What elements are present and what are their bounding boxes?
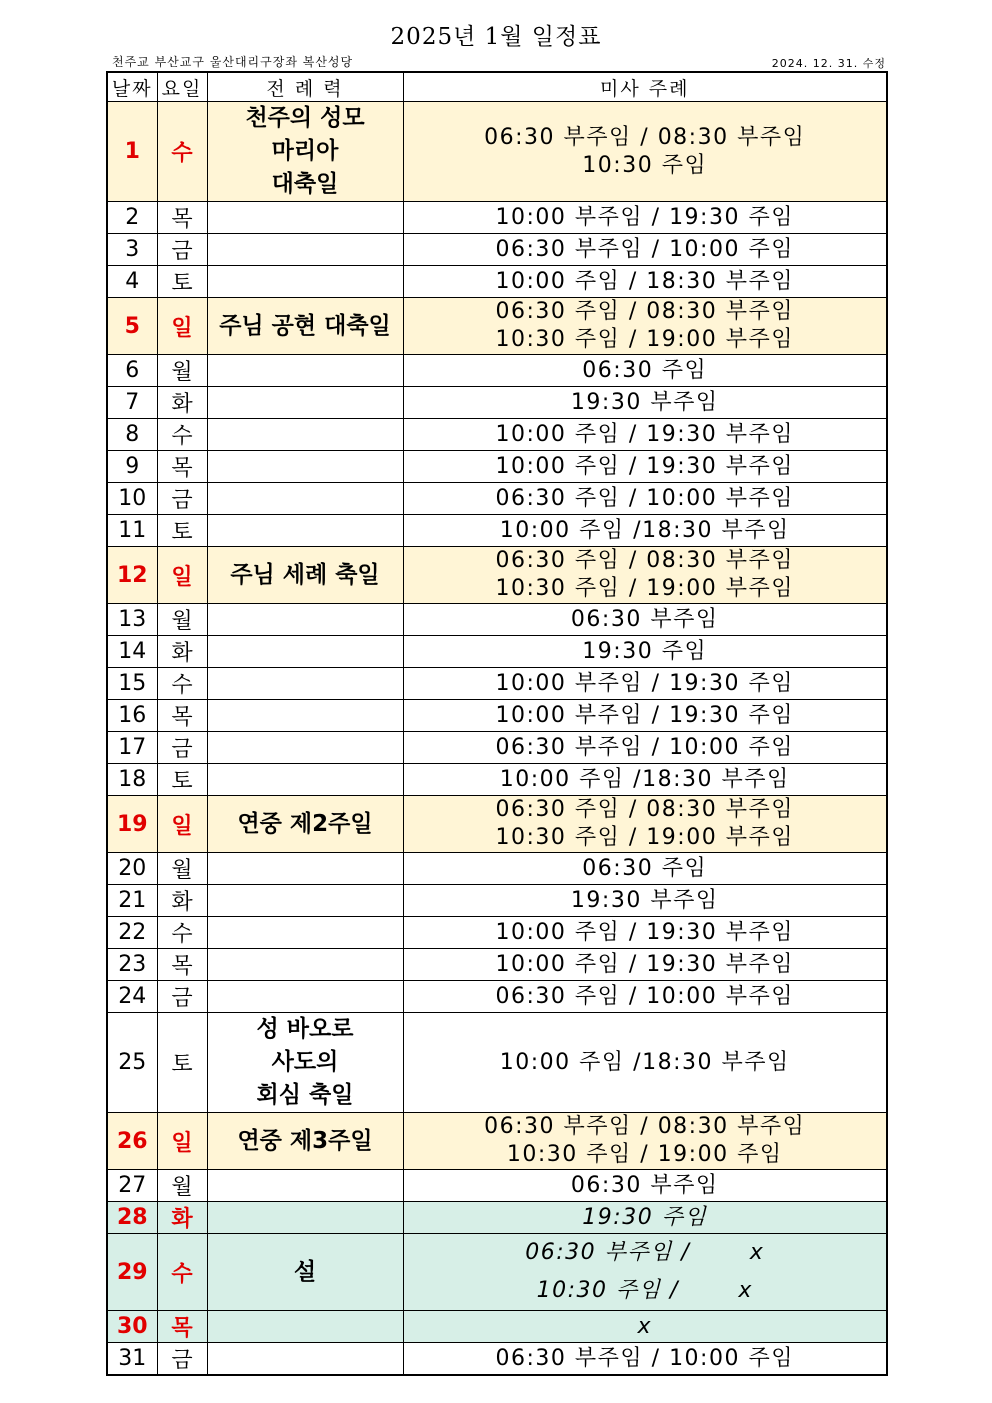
mass-cell <box>403 636 887 668</box>
mass-cell <box>403 202 887 234</box>
mass-line: 06:30 부주임 / 10:00 주임 <box>495 236 794 262</box>
mass-line: x <box>637 1313 653 1339</box>
weekday-cell: 목 <box>157 1311 207 1343</box>
weekday-cell: 토 <box>157 764 207 796</box>
liturgy-cell <box>207 419 403 451</box>
day-cell: 29 <box>107 1234 157 1311</box>
mass-line: 10:00 주임 / 19:30 부주임 <box>495 919 794 945</box>
table-row <box>107 419 887 451</box>
mass-cell <box>403 1311 887 1343</box>
mass-cell <box>403 917 887 949</box>
weekday-cell: 수 <box>157 1234 207 1311</box>
table-row <box>107 1013 887 1113</box>
header-mass: 미사 주례 <box>403 72 887 102</box>
mass-cell <box>403 1234 887 1311</box>
day-cell: 25 <box>107 1013 157 1113</box>
mass-line: 19:30 주임 <box>582 638 708 664</box>
weekday-cell: 금 <box>157 234 207 266</box>
liturgy-cell <box>207 885 403 917</box>
weekday-cell: 금 <box>157 981 207 1013</box>
day-cell: 5 <box>107 298 157 355</box>
mass-line: 10:00 부주임 / 19:30 주임 <box>495 204 794 230</box>
mass-cell <box>403 700 887 732</box>
day-cell: 8 <box>107 419 157 451</box>
liturgy-cell <box>207 234 403 266</box>
weekday-cell: 목 <box>157 451 207 483</box>
liturgy-cell <box>207 853 403 885</box>
mass-line: 06:30 주임 / 10:00 부주임 <box>495 485 794 511</box>
table-row <box>107 1202 887 1234</box>
liturgy-cell <box>207 1170 403 1202</box>
table-row <box>107 764 887 796</box>
liturgy-line: 주님 세례 축일 <box>230 561 380 588</box>
weekday-cell: 목 <box>157 949 207 981</box>
liturgy-cell <box>207 764 403 796</box>
header-row <box>107 72 887 102</box>
weekday-cell: 토 <box>157 515 207 547</box>
liturgy-cell <box>207 266 403 298</box>
mass-line: 06:30 주임 / 08:30 부주임 <box>495 299 794 324</box>
table-row <box>107 387 887 419</box>
table-row <box>107 102 887 202</box>
weekday-cell: 수 <box>157 668 207 700</box>
mass-line: 10:00 주임 / 18:30 부주임 <box>495 268 794 294</box>
mass-line: 06:30 주임 / 08:30 부주임 <box>495 548 794 573</box>
mass-line: 10:00 주임 / 19:30 부주임 <box>495 421 794 447</box>
mass-line: 06:30 주임 <box>582 855 708 881</box>
liturgy-cell <box>207 1013 403 1113</box>
mass-cell <box>403 266 887 298</box>
liturgy-line: 성 바오로 <box>256 1016 354 1042</box>
table-row <box>107 483 887 515</box>
revision-date: 2024. 12. 31. 수정 <box>771 57 886 70</box>
liturgy-cell <box>207 202 403 234</box>
day-cell: 17 <box>107 732 157 764</box>
weekday-cell: 화 <box>157 1202 207 1234</box>
day-cell: 11 <box>107 515 157 547</box>
day-cell: 31 <box>107 1343 157 1376</box>
mass-cell <box>403 1170 887 1202</box>
weekday-cell: 토 <box>157 266 207 298</box>
mass-line: 06:30 주임 / 08:30 부주임 <box>495 797 794 822</box>
liturgy-cell <box>207 604 403 636</box>
mass-line: 06:30 부주임 / x <box>525 1240 765 1265</box>
weekday-cell: 월 <box>157 1170 207 1202</box>
schedule-body <box>107 102 887 1376</box>
day-cell: 16 <box>107 700 157 732</box>
mass-cell <box>403 668 887 700</box>
table-row <box>107 885 887 917</box>
day-cell: 3 <box>107 234 157 266</box>
liturgy-line: 회심 축일 <box>256 1082 354 1108</box>
weekday-cell: 토 <box>157 1013 207 1113</box>
day-cell: 4 <box>107 266 157 298</box>
table-row <box>107 547 887 604</box>
mass-line: 10:00 주임 / 19:30 부주임 <box>495 951 794 977</box>
day-cell: 27 <box>107 1170 157 1202</box>
mass-cell <box>403 764 887 796</box>
day-cell: 26 <box>107 1113 157 1170</box>
mass-cell <box>403 298 887 355</box>
liturgy-cell <box>207 949 403 981</box>
liturgy-cell <box>207 1343 403 1376</box>
day-cell: 15 <box>107 668 157 700</box>
mass-line: 06:30 부주임 / 10:00 주임 <box>495 734 794 760</box>
table-row <box>107 668 887 700</box>
liturgy-line: 주님 공현 대축일 <box>219 312 391 339</box>
mass-cell <box>403 1202 887 1234</box>
weekday-cell: 일 <box>157 796 207 853</box>
day-cell: 22 <box>107 917 157 949</box>
liturgy-cell <box>207 636 403 668</box>
header-day: 날짜 <box>107 72 157 102</box>
weekday-cell: 금 <box>157 1343 207 1376</box>
mass-line: 10:30 주임 / 19:00 부주임 <box>495 327 794 352</box>
liturgy-cell <box>207 981 403 1013</box>
day-cell: 13 <box>107 604 157 636</box>
day-cell: 1 <box>107 102 157 202</box>
day-cell: 10 <box>107 483 157 515</box>
table-row <box>107 202 887 234</box>
mass-cell <box>403 1013 887 1113</box>
mass-cell <box>403 419 887 451</box>
mass-cell <box>403 102 887 202</box>
mass-line: 19:30 부주임 <box>570 887 719 913</box>
mass-line: 06:30 부주임 / 08:30 부주임 <box>484 124 806 150</box>
weekday-cell: 일 <box>157 1113 207 1170</box>
liturgy-cell <box>207 355 403 387</box>
liturgy-cell <box>207 483 403 515</box>
weekday-cell: 금 <box>157 732 207 764</box>
mass-cell <box>403 355 887 387</box>
weekday-cell: 일 <box>157 298 207 355</box>
header-weekday: 요일 <box>157 72 207 102</box>
liturgy-cell <box>207 700 403 732</box>
weekday-cell: 목 <box>157 202 207 234</box>
mass-line: 10:00 부주임 / 19:30 주임 <box>495 670 794 696</box>
day-cell: 21 <box>107 885 157 917</box>
mass-line: 10:30 주임 / 19:00 부주임 <box>495 576 794 601</box>
liturgy-line: 마리아 <box>271 138 339 164</box>
mass-line: 10:00 주임 /18:30 부주임 <box>499 517 790 543</box>
day-cell: 28 <box>107 1202 157 1234</box>
table-row <box>107 636 887 668</box>
day-cell: 30 <box>107 1311 157 1343</box>
mass-cell <box>403 853 887 885</box>
mass-cell <box>403 796 887 853</box>
liturgy-line: 연중 제3주일 <box>237 1127 373 1154</box>
day-cell: 19 <box>107 796 157 853</box>
day-cell: 6 <box>107 355 157 387</box>
liturgy-line: 대축일 <box>271 171 339 197</box>
table-row <box>107 1343 887 1376</box>
table-row <box>107 355 887 387</box>
liturgy-cell <box>207 732 403 764</box>
mass-cell <box>403 981 887 1013</box>
mass-line: 10:30 주임 / 19:00 주임 <box>506 1142 783 1167</box>
day-cell: 20 <box>107 853 157 885</box>
weekday-cell: 월 <box>157 604 207 636</box>
weekday-cell: 일 <box>157 547 207 604</box>
table-row <box>107 949 887 981</box>
liturgy-line: 설 <box>293 1258 317 1285</box>
mass-cell <box>403 483 887 515</box>
mass-line: 10:00 주임 /18:30 부주임 <box>499 766 790 792</box>
mass-line: 10:00 주임 / 19:30 부주임 <box>495 453 794 479</box>
mass-cell <box>403 1113 887 1170</box>
weekday-cell: 수 <box>157 419 207 451</box>
mass-cell <box>403 234 887 266</box>
mass-line: 19:30 주임 <box>582 1204 708 1230</box>
mass-line: 10:30 주임 / 19:00 부주임 <box>495 825 794 850</box>
weekday-cell: 수 <box>157 102 207 202</box>
table-row <box>107 796 887 853</box>
mass-line: 06:30 주임 / 10:00 부주임 <box>495 983 794 1009</box>
table-row <box>107 981 887 1013</box>
parish-name: 천주교 부산교구 울산대리구장좌 복산성당 <box>112 55 354 69</box>
liturgy-cell <box>207 1202 403 1234</box>
page-title: 2025년 1월 일정표 <box>390 24 602 50</box>
liturgy-cell <box>207 298 403 355</box>
day-cell: 12 <box>107 547 157 604</box>
table-row <box>107 451 887 483</box>
table-row <box>107 700 887 732</box>
liturgy-line: 연중 제2주일 <box>237 810 373 837</box>
mass-cell <box>403 1343 887 1376</box>
liturgy-cell <box>207 668 403 700</box>
schedule-table <box>106 71 888 1376</box>
mass-cell <box>403 547 887 604</box>
table-row <box>107 266 887 298</box>
weekday-cell: 화 <box>157 387 207 419</box>
liturgy-cell <box>207 1311 403 1343</box>
mass-line: 06:30 부주임 / 08:30 부주임 <box>484 1114 806 1139</box>
liturgy-cell <box>207 917 403 949</box>
table-row <box>107 1311 887 1343</box>
day-cell: 9 <box>107 451 157 483</box>
table-row <box>107 917 887 949</box>
mass-cell <box>403 604 887 636</box>
weekday-cell: 월 <box>157 853 207 885</box>
mass-line: 06:30 부주임 / 10:00 주임 <box>495 1345 794 1371</box>
mass-line: 10:30 주임 <box>582 152 708 178</box>
liturgy-cell <box>207 387 403 419</box>
table-row <box>107 732 887 764</box>
liturgy-line: 천주의 성모 <box>245 105 365 131</box>
day-cell: 18 <box>107 764 157 796</box>
table-row <box>107 1234 887 1311</box>
mass-line: 10:30 주임 / x <box>536 1278 753 1303</box>
liturgy-cell <box>207 796 403 853</box>
liturgy-cell <box>207 1234 403 1311</box>
weekday-cell: 화 <box>157 636 207 668</box>
liturgy-line: 사도의 <box>271 1049 339 1075</box>
mass-cell <box>403 885 887 917</box>
mass-line: 06:30 주임 <box>582 357 708 383</box>
header-liturgy: 전 례 력 <box>207 72 403 102</box>
weekday-cell: 금 <box>157 483 207 515</box>
table-row <box>107 853 887 885</box>
mass-cell <box>403 732 887 764</box>
liturgy-cell <box>207 102 403 202</box>
weekday-cell: 월 <box>157 355 207 387</box>
table-row <box>107 234 887 266</box>
mass-cell <box>403 949 887 981</box>
day-cell: 2 <box>107 202 157 234</box>
weekday-cell: 수 <box>157 917 207 949</box>
table-row <box>107 1170 887 1202</box>
mass-line: 10:00 부주임 / 19:30 주임 <box>495 702 794 728</box>
mass-line: 06:30 부주임 <box>570 1172 719 1198</box>
mass-line: 19:30 부주임 <box>570 389 719 415</box>
day-cell: 24 <box>107 981 157 1013</box>
liturgy-cell <box>207 515 403 547</box>
mass-line: 10:00 주임 /18:30 부주임 <box>499 1049 790 1075</box>
mass-cell <box>403 515 887 547</box>
weekday-cell: 화 <box>157 885 207 917</box>
day-cell: 7 <box>107 387 157 419</box>
day-cell: 14 <box>107 636 157 668</box>
table-row <box>107 604 887 636</box>
mass-line: 06:30 부주임 <box>570 606 719 632</box>
mass-cell <box>403 387 887 419</box>
day-cell: 23 <box>107 949 157 981</box>
table-row <box>107 298 887 355</box>
mass-cell <box>403 451 887 483</box>
table-row <box>107 1113 887 1170</box>
weekday-cell: 목 <box>157 700 207 732</box>
table-row <box>107 515 887 547</box>
liturgy-cell <box>207 451 403 483</box>
liturgy-cell <box>207 1113 403 1170</box>
liturgy-cell <box>207 547 403 604</box>
